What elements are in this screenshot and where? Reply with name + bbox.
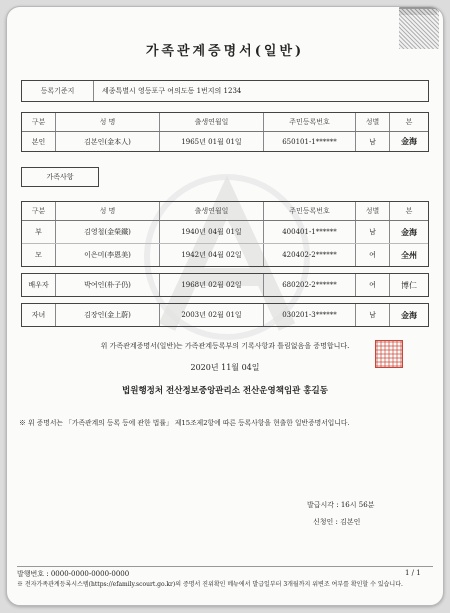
cell-sex: 남	[356, 132, 390, 151]
cell-name: 김장인(金上蔚)	[56, 304, 160, 326]
table-row	[22, 221, 428, 243]
registry-value: 세종특별시 영등포구 여의도동 1번지의 1234	[102, 87, 242, 95]
cell-sex: 남	[356, 304, 390, 326]
cell-name: 박여인(朴子仍)	[56, 274, 160, 296]
cell-birth: 2003년 02월 01일	[160, 304, 264, 326]
cell-birth: 1968년 02월 02일	[160, 274, 264, 296]
registry-label: 등록기준지	[22, 81, 94, 101]
cell-sex: 여	[356, 274, 390, 296]
family-section-label	[21, 167, 99, 187]
cell-origin: 金海	[401, 136, 417, 146]
issue-time: 발급시각 : 16시 56분	[307, 501, 375, 509]
cell-id: 680202-2******	[264, 274, 356, 296]
table-row	[22, 274, 428, 296]
cell-relation: 부	[22, 221, 56, 243]
cell-name: 김영철(金榮鐵)	[56, 221, 160, 243]
cell-relation: 배우자	[22, 274, 56, 296]
footer-note: ※ 전자가족관계등록시스템(https://efamily.scourt.go.kr)의 증명서 진위확인 메뉴에서 발급일부터 3개월까지 위변조 여부를 확인할 수 있습니다.	[17, 581, 403, 588]
page-number: 1 / 1	[405, 569, 421, 577]
table-row	[22, 244, 428, 266]
spouse-table	[21, 273, 429, 297]
registry-box	[21, 80, 429, 102]
issue-date: 2020년 11월 04일	[190, 363, 260, 372]
official-seal	[375, 340, 403, 368]
legal-note: ※ 위 증명서는 「가족관계의 등록 등에 관한 법률」 제15조제2항에 따른 등록사항을 현출한 일반증명서입니다.	[19, 419, 350, 427]
header-name: 성 명	[56, 113, 160, 131]
table-row	[22, 132, 428, 151]
header-name: 성 명	[56, 202, 160, 220]
footer-divider	[17, 566, 433, 567]
header-birth: 출생연월일	[160, 113, 264, 131]
cell-id: 650101-1******	[264, 132, 356, 151]
header-relation: 구분	[22, 113, 56, 131]
cell-id: 400401-1******	[264, 221, 356, 243]
cell-name: 김본인(金本人)	[56, 132, 160, 151]
header-id: 주민등록번호	[264, 202, 356, 220]
principal-table	[21, 112, 429, 152]
certify-statement: 위 가족관계증명서(일반)는 가족관계등록부의 기록사항과 틀림없음을 증명합니다.	[100, 342, 350, 350]
header-origin: 본	[405, 207, 413, 215]
cell-sex: 남	[356, 221, 390, 243]
header-origin: 본	[405, 118, 413, 126]
cell-origin: 全州	[401, 249, 417, 260]
header-sex: 성별	[356, 202, 390, 220]
children-table	[21, 303, 429, 327]
cell-relation: 자녀	[22, 304, 56, 326]
table-row	[22, 304, 428, 326]
cell-id: 420402-2******	[264, 244, 356, 266]
cell-relation: 본인	[22, 132, 56, 151]
header-id: 주민등록번호	[264, 113, 356, 131]
cell-origin: 金海	[401, 226, 417, 237]
family-table	[21, 201, 429, 267]
cell-name: 이은미(李恩美)	[56, 244, 160, 266]
family-label-text: 가족사항	[46, 173, 74, 181]
cell-birth: 1942년 04월 02일	[160, 244, 264, 266]
issuer-name: 법원행정처 전산정보중앙관리소 전산운영책임관 홍길동	[122, 386, 328, 396]
issue-number: 발행번호 : 0000-0000-0000-0000	[17, 570, 130, 578]
cell-id: 030201-3******	[264, 304, 356, 326]
principal-header-row	[22, 113, 428, 131]
family-header-row	[22, 202, 428, 220]
certificate-sheet	[6, 6, 444, 606]
applicant: 신청인 : 김본인	[313, 518, 361, 526]
cell-sex: 여	[356, 244, 390, 266]
cell-relation: 모	[22, 244, 56, 266]
document-title: 가족관계증명서(일반)	[145, 44, 305, 59]
cell-origin: 博仁	[401, 280, 417, 290]
cell-origin: 金海	[401, 309, 417, 320]
cell-birth: 1965년 01월 01일	[160, 132, 264, 151]
header-sex: 성별	[356, 113, 390, 131]
header-birth: 출생연월일	[160, 202, 264, 220]
header-relation: 구분	[22, 202, 56, 220]
cell-birth: 1940년 04월 01일	[160, 221, 264, 243]
